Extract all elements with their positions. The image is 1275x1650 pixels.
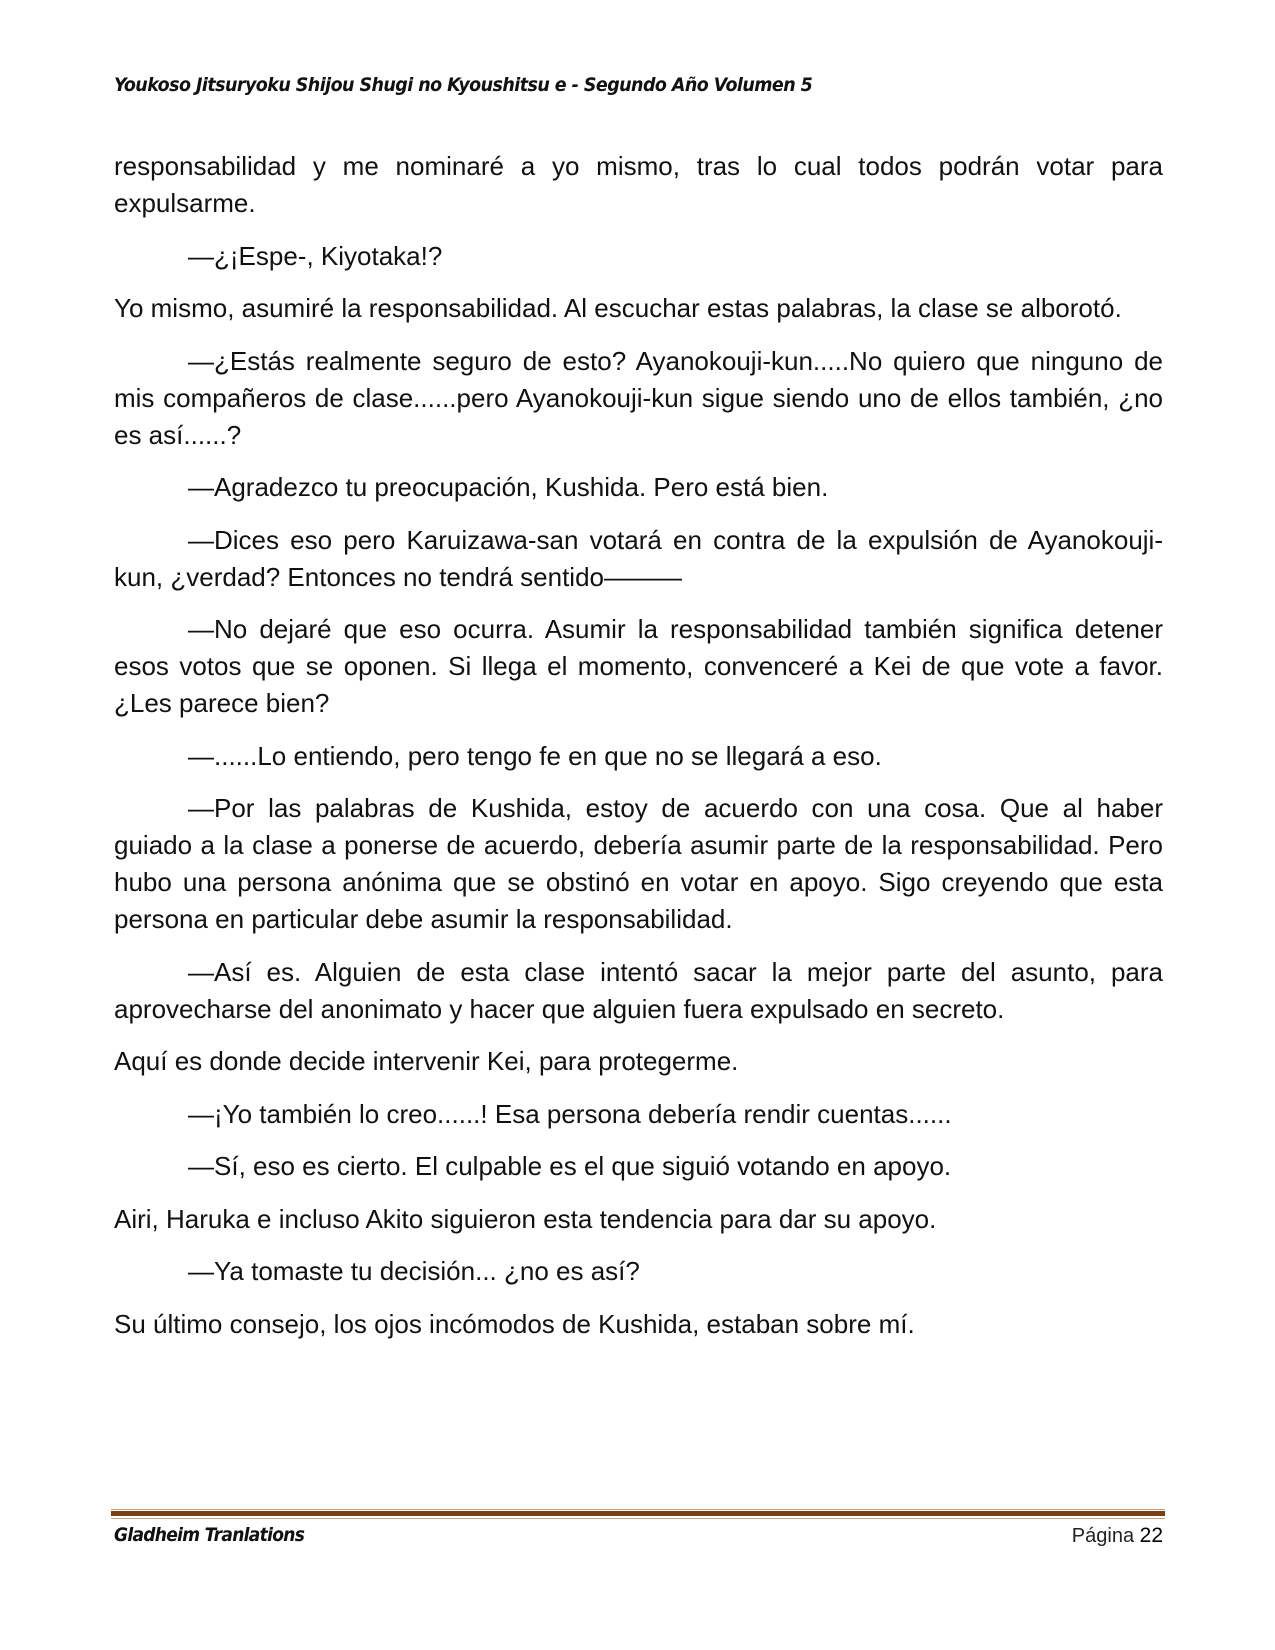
paragraph: —No dejaré que eso ocurra. Asumir la responsabilidad también significa detener esos votos que se oponen. Si llega el momento, convenceré a Kei de que vote a favor. ¿Les parece bien? bbox=[114, 614, 1163, 718]
page-number bbox=[1072, 1524, 1163, 1548]
paragraph: —Agradezco tu preocupación, Kushida. Pero está bien. bbox=[188, 472, 829, 502]
running-header: Youkoso Jitsuryoku Shijou Shugi no Kyoushitsu e - Segundo Año Volumen 5 bbox=[114, 74, 813, 96]
paragraph: Su último consejo, los ojos incómodos de Kushida, estaban sobre mí. bbox=[114, 1308, 915, 1339]
paragraph: —Sí, eso es cierto. El culpable es el que siguió votando en apoyo. bbox=[188, 1151, 952, 1181]
paragraph: —Así es. Alguien de esta clase intentó sacar la mejor parte del asunto, para aprovecharse del anonimato y hacer que alguien fuera expulsado en secreto. bbox=[114, 956, 1163, 1024]
paragraph: Aquí es donde decide intervenir Kei, para protegerme. bbox=[114, 1046, 739, 1076]
paragraph: —......Lo entiendo, pero tengo fe en que no se llegará a eso. bbox=[188, 740, 882, 771]
paragraph: —¿Estás realmente seguro de esto? Ayanokouji-kun.....No quiero que ninguno de mis compañeros de clase......pero Ayanokouji-kun sigue siendo uno de ellos también, ¿no es así......? bbox=[114, 345, 1163, 450]
paragraph: —Dices eso pero Karuizawa-san votará en contra de la expulsión de Ayanokouji-kun, ¿verdad? Entonces no tendrá sentido——— bbox=[114, 524, 1163, 592]
footer-rule-thin-bottom bbox=[111, 1518, 1165, 1519]
page-label: Página bbox=[1071, 1525, 1135, 1547]
page-number-value: 22 bbox=[1139, 1524, 1163, 1547]
paragraph: responsabilidad y me nominaré a yo mismo, tras lo cual todos podrán votar para expulsarme. bbox=[114, 151, 1163, 218]
footer-credit: Gladheim Tranlations bbox=[114, 1524, 305, 1546]
page-body bbox=[114, 148, 1163, 1358]
paragraph: Airi, Haruka e incluso Akito siguieron esta tendencia para dar su apoyo. bbox=[114, 1203, 937, 1234]
paragraph: Yo mismo, asumiré la responsabilidad. Al escuchar estas palabras, la clase se alborotó. bbox=[114, 293, 1122, 323]
paragraph: —¿¡Espe-, Kiyotaka!? bbox=[188, 240, 443, 271]
paragraph: —Por las palabras de Kushida, estoy de acuerdo con una cosa. Que al haber guiado a la clase a ponerse de acuerdo, debería asumir parte de la responsabilidad. Pero hubo una persona anónima que se obstinó en votar en apoyo. Sigo creyendo que esta persona en particular debe asumir la responsabilidad. bbox=[114, 793, 1163, 934]
footer-rule-thin-top bbox=[111, 1509, 1165, 1510]
footer-rule-thick bbox=[111, 1511, 1165, 1516]
paragraph: —Ya tomaste tu decisión... ¿no es así? bbox=[188, 1256, 640, 1286]
paragraph: —¡Yo también lo creo......! Esa persona debería rendir cuentas...... bbox=[188, 1098, 952, 1129]
